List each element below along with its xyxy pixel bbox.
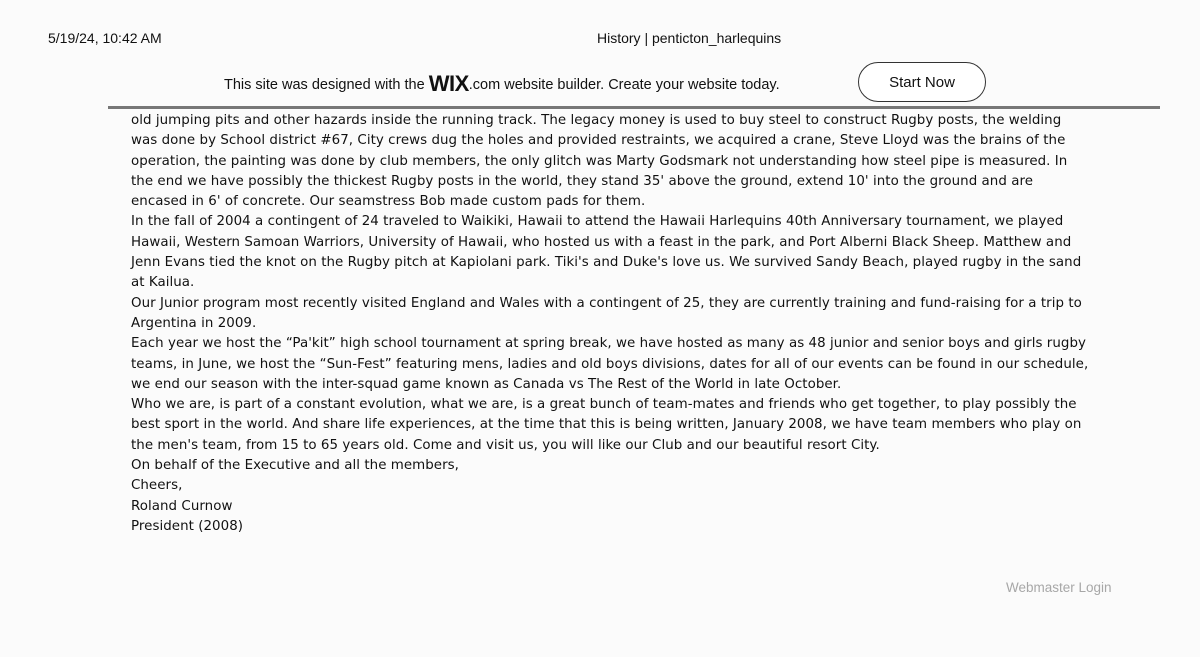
banner-divider — [108, 106, 1160, 109]
start-now-button[interactable]: Start Now — [858, 62, 986, 102]
wix-banner-text — [224, 71, 780, 97]
webmaster-login-link[interactable]: Webmaster Login — [1006, 580, 1112, 595]
print-timestamp: 5/19/24, 10:42 AM — [48, 30, 162, 46]
wix-banner-text-after: website builder. Create your website today. — [500, 77, 780, 93]
author-title: President (2008) — [131, 518, 244, 534]
history-paragraph-tournaments: Each year we host the “Pa'kit” high school tournament at spring break, we have hosted as many as 48 junior and senior boys and girls rugby teams, in June, we host the “Sun-Fest” featuring mens, ladies and old boys divisions, dates for all of our events can be found in our schedule, we end our season with the inter-squad game known as Canada vs The Rest of the World in late October. — [131, 336, 1089, 392]
print-page-title: History | penticton_harlequins — [597, 30, 782, 46]
wix-logo-suffix: .com — [468, 77, 501, 93]
print-header — [0, 30, 1200, 50]
wix-logo: WIX — [428, 71, 469, 96]
wix-ad-banner — [0, 62, 1200, 106]
closing-line: On behalf of the Executive and all the members, — [131, 458, 459, 474]
sign-off: Cheers, — [131, 478, 183, 494]
history-paragraph-hawaii: In the fall of 2004 a contingent of 24 traveled to Waikiki, Hawaii to attend the Hawaii Harlequins 40th Anniversary tournament, we played Hawaii, Western Samoan Warriors, University of Hawaii, who hosted us with a feast in the park, and Port Alberni Black Sheep. Matthew and Jenn Evans tied the knot on the Rugby pitch at Kapiolani park. Tiki's and Duke's love us. We survived Sandy Beach, played rugby in the sand at Kailua. — [131, 214, 1082, 291]
history-paragraph-who-we-are: Who we are, is part of a constant evolution, what we are, is a great bunch of team-mates and friends who get together, to play possibly the best sport in the world. And share life experiences, at the time that this is being written, January 2008, we have team members who play on the men's team, from 15 to 65 years old. Come and visit us, you will like our Club and our beautiful resort City. — [131, 397, 1082, 453]
history-content — [131, 111, 1091, 537]
history-paragraph-junior: Our Junior program most recently visited England and Wales with a contingent of 25, they are currently training and fund-raising for a trip to Argentina in 2009. — [131, 295, 1082, 331]
author-name: Roland Curnow — [131, 498, 233, 514]
history-paragraph-goalposts: old jumping pits and other hazards inside the running track. The legacy money is used to buy steel to construct Rugby posts, the welding was done by School district #67, City crews dug the holes and provided restraints, we acquired a crane, Steve Lloyd was the brains of the operation, the painting was done by club members, the only glitch was Marty Godsmark not understanding how steel pipe is measured. In the end we have possibly the thickest Rugby posts in the world, they stand 35' above the ground, extend 10' into the ground and are encased in 6' of concrete. Our seamstress Bob made custom pads for them. — [131, 113, 1068, 210]
wix-banner-text-before: This site was designed with the — [224, 77, 429, 93]
